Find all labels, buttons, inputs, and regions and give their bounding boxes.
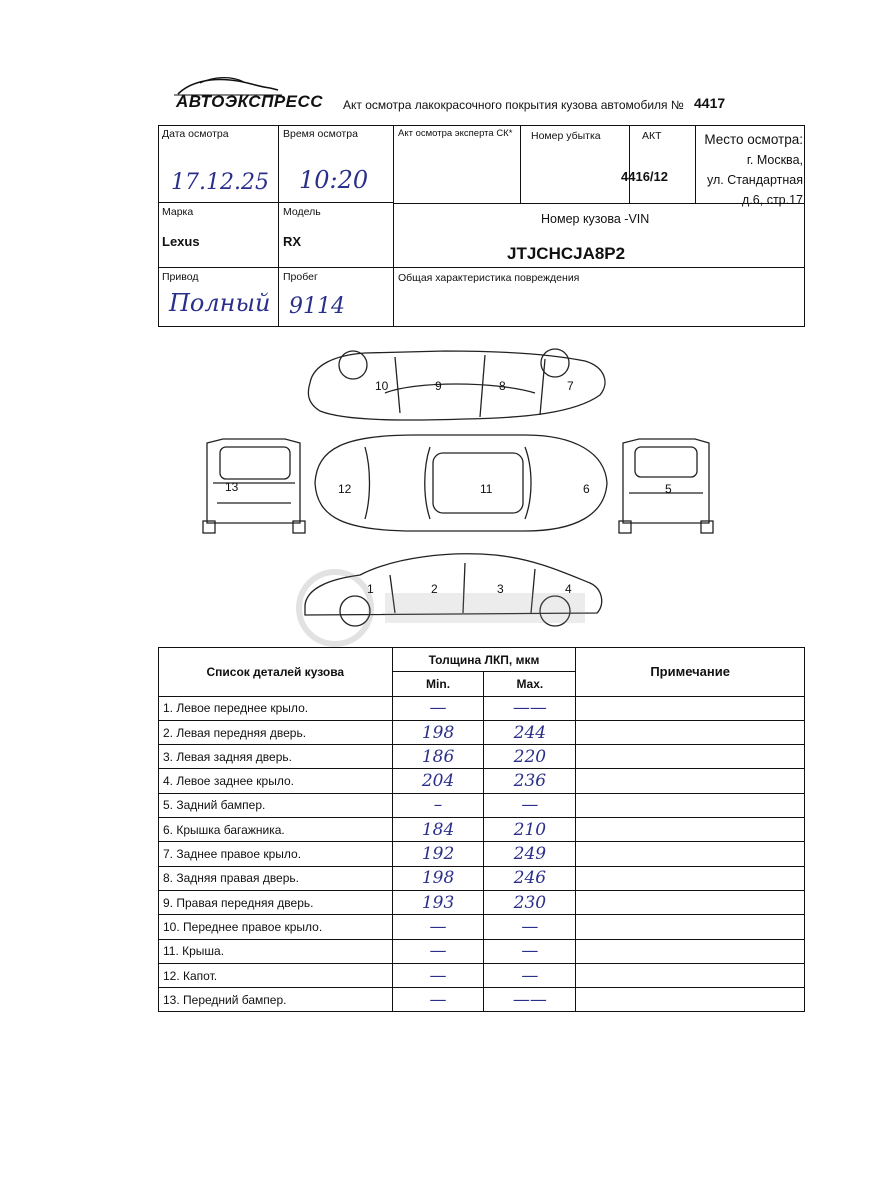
max-value: ——: [484, 696, 576, 720]
note-cell: [576, 842, 805, 866]
table-row: [159, 988, 805, 1012]
table-row: [159, 769, 805, 793]
note-cell: [576, 745, 805, 769]
note-cell: [576, 769, 805, 793]
part-name: 5. Задний бампер.: [159, 793, 393, 817]
min-value: 198: [392, 866, 484, 890]
part-number-7: 7: [567, 379, 574, 393]
note-cell: [576, 720, 805, 744]
table-row: [159, 939, 805, 963]
note-cell: [576, 890, 805, 914]
min-value: –: [392, 793, 484, 817]
act-value: 4416/12: [621, 169, 668, 184]
column-header-note: Примечание: [576, 648, 805, 697]
part-name: 4. Левое заднее крыло.: [159, 769, 393, 793]
paint-thickness-table: [158, 647, 805, 1012]
part-name: 10. Переднее правое крыло.: [159, 915, 393, 939]
min-value: 184: [392, 818, 484, 842]
part-name: 13. Передний бампер.: [159, 988, 393, 1012]
brand-label: Марка: [162, 206, 194, 218]
part-name: 6. Крышка багажника.: [159, 818, 393, 842]
min-value: —: [392, 988, 484, 1012]
part-number-13: 13: [225, 480, 239, 494]
note-cell: [576, 963, 805, 987]
table-row: [159, 915, 805, 939]
column-header-min: Min.: [392, 672, 484, 696]
table-row: [159, 890, 805, 914]
table-row: [159, 842, 805, 866]
date-value: 17.12.25: [171, 170, 269, 195]
damage-description-label: Общая характеристика повреждения: [398, 272, 580, 284]
max-value: —: [484, 793, 576, 817]
drive-label: Привод: [162, 271, 199, 283]
max-value: 236: [484, 769, 576, 793]
mileage-label: Пробег: [283, 271, 318, 283]
table-row: [159, 793, 805, 817]
min-value: 186: [392, 745, 484, 769]
min-value: —: [392, 963, 484, 987]
place-line-street: ул. Стандартная: [707, 173, 803, 187]
part-name: 9. Правая передняя дверь.: [159, 890, 393, 914]
date-label: Дата осмотра: [162, 128, 229, 140]
header-grid: [158, 125, 805, 327]
part-name: 1. Левое переднее крыло.: [159, 696, 393, 720]
vin-label: Номер кузова -VIN: [541, 212, 650, 226]
inspection-place: [699, 130, 803, 210]
damage-number-label: Номер убытка: [531, 130, 601, 142]
part-name: 7. Заднее правое крыло.: [159, 842, 393, 866]
act-number: 4417: [694, 95, 726, 111]
max-value: 244: [484, 720, 576, 744]
part-number-11: 11: [480, 482, 493, 496]
note-cell: [576, 915, 805, 939]
part-number-1: 1: [367, 582, 374, 596]
note-cell: [576, 696, 805, 720]
max-value: —: [484, 963, 576, 987]
part-name: 3. Левая задняя дверь.: [159, 745, 393, 769]
time-value: 10:20: [299, 166, 369, 194]
part-number-6: 6: [583, 482, 590, 496]
column-header-thickness: Толщина ЛКП, мкм: [392, 648, 576, 672]
table-row: [159, 720, 805, 744]
column-header-parts: Список деталей кузова: [159, 648, 393, 697]
mileage-value: 9114: [289, 294, 345, 319]
place-line-city: г. Москва,: [746, 153, 803, 167]
note-cell: [576, 818, 805, 842]
max-value: 220: [484, 745, 576, 769]
max-value: 230: [484, 890, 576, 914]
max-value: ——: [484, 988, 576, 1012]
max-value: 249: [484, 842, 576, 866]
act-label: АКТ: [642, 130, 662, 142]
note-cell: [576, 988, 805, 1012]
part-name: 2. Левая передняя дверь.: [159, 720, 393, 744]
place-line-building: д.6, стр.17: [742, 193, 803, 207]
table-row: [159, 963, 805, 987]
drive-value: Полный: [169, 289, 271, 317]
note-cell: [576, 866, 805, 890]
expert-act-label: Акт осмотра эксперта СК*: [398, 128, 513, 139]
part-name: 8. Задняя правая дверь.: [159, 866, 393, 890]
min-value: —: [392, 915, 484, 939]
vin-value: JTJCHCJA8P2: [507, 244, 626, 263]
model-value: RX: [283, 234, 302, 249]
part-number-9: 9: [435, 379, 442, 393]
column-header-max: Max.: [484, 672, 576, 696]
part-number-2: 2: [431, 582, 438, 596]
table-row: [159, 818, 805, 842]
part-name: 11. Крыша.: [159, 939, 393, 963]
place-label: Место осмотра:: [704, 132, 803, 147]
max-value: 210: [484, 818, 576, 842]
company-logo: [170, 74, 324, 120]
min-value: 204: [392, 769, 484, 793]
part-number-5: 5: [665, 482, 672, 496]
part-name: 12. Капот.: [159, 963, 393, 987]
table-row: [159, 696, 805, 720]
note-cell: [576, 939, 805, 963]
min-value: —: [392, 939, 484, 963]
note-cell: [576, 793, 805, 817]
part-number-3: 3: [497, 582, 504, 596]
part-number-12: 12: [338, 482, 352, 496]
part-number-10: 10: [375, 379, 389, 393]
time-label: Время осмотра: [283, 128, 358, 140]
max-value: —: [484, 915, 576, 939]
part-number-8: 8: [499, 379, 506, 393]
table-row: [159, 745, 805, 769]
min-value: 198: [392, 720, 484, 744]
document-title: Акт осмотра лакокрасочного покрытия кузова автомобиля №: [343, 98, 684, 112]
min-value: —: [392, 696, 484, 720]
model-label: Модель: [283, 206, 321, 218]
max-value: 246: [484, 866, 576, 890]
watermark-icon: [295, 568, 595, 648]
max-value: —: [484, 939, 576, 963]
table-row: [159, 866, 805, 890]
min-value: 193: [392, 890, 484, 914]
brand-value: Lexus: [162, 234, 200, 249]
part-number-4: 4: [565, 582, 572, 596]
logo-text: АВТОЭКСПРЕСС: [176, 92, 324, 111]
min-value: 192: [392, 842, 484, 866]
